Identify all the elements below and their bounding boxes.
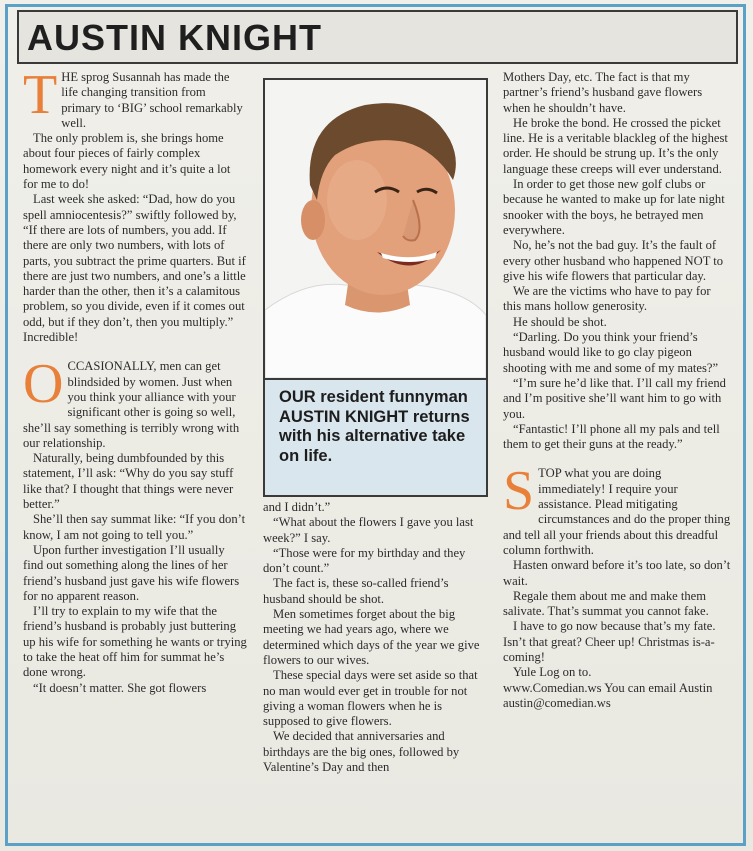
author-photo: [263, 78, 488, 380]
paragraph: “I’m sure he’d like that. I’ll call my friend and I’m positive she’ll want him to go with you.: [503, 375, 726, 421]
paragraph: Hasten onward before it’s too late, so don’t wait.: [503, 558, 731, 588]
paragraph: These special days were set aside so that no man would ever get in trouble for not giving a woman flowers when he is supposed to give flowers.: [263, 668, 478, 729]
paragraph: We decided that anniversaries and birthdays are the big ones, followed by Valentine’s Day and then: [263, 729, 460, 775]
paragraph: “What about the flowers I gave you last week?” I say.: [263, 515, 474, 545]
paragraph: Last week she asked: “Dad, how do you spell amniocentesis?” swiftly followed by, “If there are lots of numbers, you add. If there are only two numbers, with lots of parts, you subtract the prime quarters. But if there are just two numbers, and one’s a little harder than the other, then it’s a calamitous problem, so you divide, even if it comes out odd, but if they don’t, then you multiply.” Incredible!: [23, 192, 246, 345]
paragraph: STOP what you are doing immediately! I require your assistance. Plead mitigating circumstances and do the proper thing and tell all your friends about this dreadful column forthwith.: [503, 460, 731, 557]
paragraph: Yule Log on to.: [513, 665, 592, 680]
paragraph: Regale them about me and make them salivate. That’s summat you cannot fake.: [503, 588, 709, 619]
paragraph: “Those were for my birthday and they don’t count.”: [263, 545, 466, 576]
headline-box: [17, 10, 738, 64]
paragraph: “Fantastic! I’ll phone all my pals and tell them to get their guns at the ready.”: [503, 421, 720, 452]
paragraph: The fact is, these so-called friend’s husband should be shot.: [263, 576, 449, 606]
paragraph: I have to go now because that’s my fate. Isn’t that great? Cheer up! Christmas is-a-coming!: [503, 619, 716, 664]
caption-box: [263, 380, 488, 497]
paragraph: www.Comedian.ws You can email Austin austin@comedian.ws: [503, 680, 713, 710]
drop-cap: T: [23, 64, 58, 126]
paragraph: Men sometimes forget about the big meeting we had years ago, where we determined which days of the year we give flowers to our wives.: [263, 607, 480, 667]
paragraph: He should be shot.: [513, 314, 607, 329]
paragraph: “It doesn’t matter. She got flowers: [33, 680, 207, 695]
column-2: [263, 500, 486, 775]
paragraph: “Darling. Do you think your friend’s husband would like to go clay pigeon shooting with me and some of my mates?”: [503, 330, 719, 375]
photo-caption: OUR resident funnyman AUSTIN KNIGHT returns with his alternative take on life.: [279, 388, 470, 465]
portrait-illustration: [265, 80, 486, 378]
paragraph: and I didn’t.”: [263, 500, 331, 514]
drop-cap: O: [23, 353, 64, 416]
paragraph: She’ll then say summat like: “If you don’t know, I am not going to tell you.”: [23, 512, 246, 542]
paragraph: He broke the bond. He crossed the picket line. He is a veritable blackleg of the highest order. He should be strung up. It’s the only language these creeps will ever understand.: [503, 115, 728, 176]
column-3: [503, 70, 731, 711]
paragraph: Upon further investigation I’ll usually find out something along the lines of her friend’s husband just gave his wife flowers for no apparent reason.: [23, 542, 240, 603]
headline: AUSTIN KNIGHT: [27, 17, 322, 58]
paragraph: OCCASIONALLY, men can get blindsided by women. Just when you think your alliance with your significant other is going so well, she’ll say something is terribly wrong with our relationship.: [23, 353, 240, 450]
paragraph: THE sprog Susannah has made the life changing transition from primary to ‘BIG’ school remarkably well.: [23, 64, 243, 130]
paragraph: The only problem is, she brings home about four pieces of fairly complex homework every night and it’s quite a lot for me to do!: [23, 131, 231, 192]
paragraph: No, he’s not the bad guy. It’s the fault of every other husband who happened NOT to give his wife flowers that particular day.: [503, 238, 724, 283]
column-1: [23, 64, 247, 696]
paragraph: We are the victims who have to pay for this mans hollow generosity.: [503, 284, 711, 314]
paragraph: In order to get those new golf clubs or because he wanted to make up for late night snooker with the boys, he betrayed men everywhere.: [503, 177, 725, 237]
paragraph: Naturally, being dumbfounded by this statement, I’ll ask: “Why do you say stuff like that? I thought that things were never better.”: [23, 451, 234, 512]
drop-cap: S: [503, 460, 535, 523]
paragraph: I’ll try to explain to my wife that the friend’s husband is probably just buttering up his wife for something he wants or trying to take the heat off him for summat he’s done wrong.: [23, 604, 247, 680]
paragraph: Mothers Day, etc. The fact is that my partner’s friend’s husband gave flowers when he shouldn’t have.: [503, 70, 703, 115]
